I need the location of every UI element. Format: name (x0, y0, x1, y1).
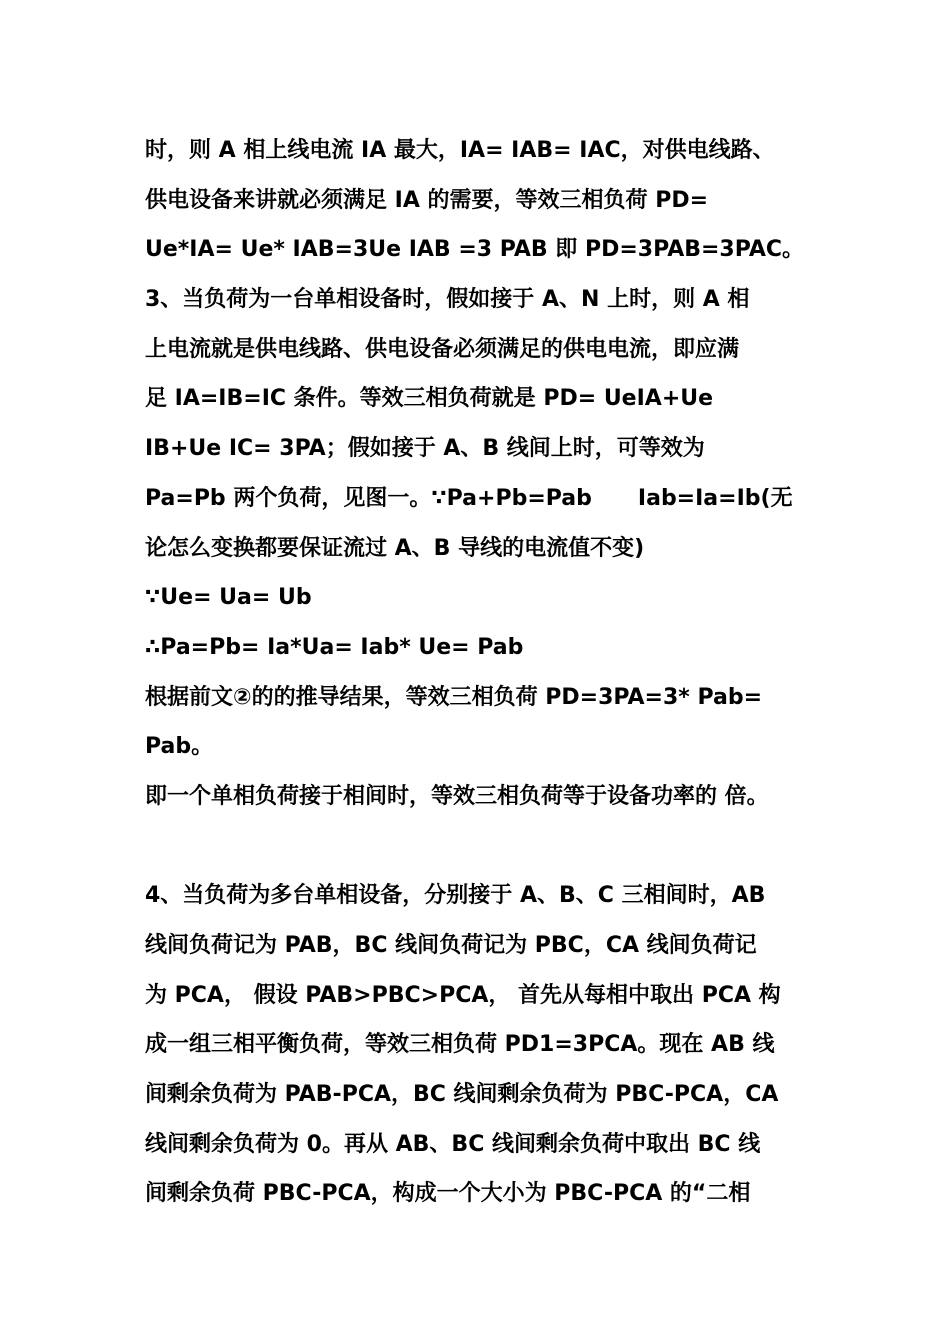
text-line-7: IB+Ue IC= 3PA；假如接于 A、B 线间上时，可等效为 (145, 436, 705, 462)
text-line-14: 即一个单相负荷接于相间时，等效三相负荷等于设备功率的 倍。 (145, 783, 769, 809)
text-line-20: 线间剩余负荷为 0。再从 AB、BC 线间剩余负荷中取出 BC 线 (145, 1131, 761, 1157)
text-line-8 (145, 474, 815, 524)
text-line-12: 根据前文②的的推导结果，等效三相负荷 PD=3PA=3* Pab= (145, 684, 763, 710)
text-line-6: 足 IA=IB=IC 条件。等效三相负荷就是 PD= UeIA+Ue (145, 386, 714, 412)
text-line-17: 为 PCA， 假设 PAB>PBC>PCA， 首先从每相中取出 PCA 构 (145, 982, 781, 1008)
text-line-1: 时，则 A 相上线电流 IA 最大，IA= IAB= IAC，对供电线路、 (145, 138, 775, 163)
text-line-5: 上电流就是供电线路、供电设备必须满足的供电电流，即应满 (145, 336, 740, 362)
text-line-10: ∵Ue= Ua= Ub (145, 585, 312, 611)
text-line-9: 论怎么变换都要保证流过 A、B 导线的电流值不变) (145, 535, 645, 561)
text-line-13: Pab。 (145, 734, 214, 760)
text-line-4: 3、当负荷为一台单相设备时，假如接于 A、N 上时，则 A 相 (145, 287, 750, 313)
text-line-8-right: Iab=Ia=Ib(无 (637, 485, 793, 511)
paragraph-spacer (145, 822, 815, 872)
text-line-11: ∴Pa=Pb= Ia*Ua= Iab* Ue= Pab (145, 634, 524, 660)
text-line-15: 4、当负荷为多台单相设备，分别接于 A、B、C 三相间时，AB (145, 883, 766, 909)
text-line-18: 成一组三相平衡负荷，等效三相负荷 PD1=3PCA。现在 AB 线 (145, 1032, 775, 1058)
text-line-3: Ue*IA= Ue* IAB=3Ue IAB =3 PAB 即 PD=3PAB=3PAC。 (145, 237, 805, 263)
text-line-21: 间剩余负荷 PBC-PCA，构成一个大小为 PBC-PCA 的“二相 (145, 1181, 751, 1207)
text-line-8-left: Pa=Pb 两个负荷，见图一。∵Pa+Pb=Pab (145, 485, 592, 511)
text-line-16: 线间负荷记为 PAB，BC 线间负荷记为 PBC，CA 线间负荷记 (145, 933, 757, 958)
text-line-19: 间剩余负荷为 PAB-PCA，BC 线间剩余负荷为 PBC-PCA，CA (145, 1082, 779, 1108)
text-line-2: 供电设备来讲就必须满足 IA 的需要，等效三相负荷 PD= (145, 187, 709, 213)
document-body (145, 126, 815, 1219)
